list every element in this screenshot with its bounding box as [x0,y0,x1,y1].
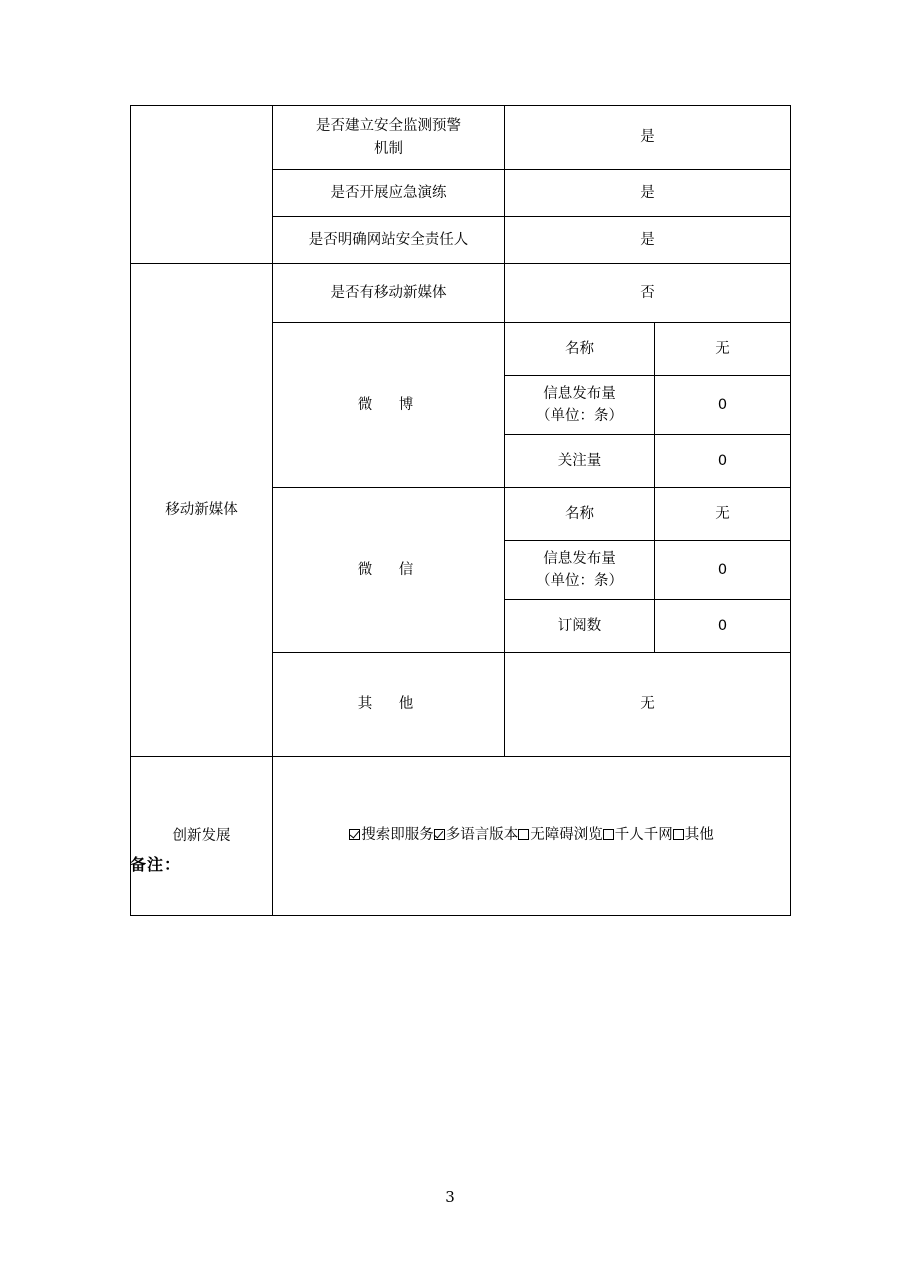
other-media-value: 无 [505,653,791,757]
mobile-media-section-label: 移动新媒体 [131,264,273,757]
security-answer-1: 是 [505,106,791,170]
weibo-item-name-2: 关注量 [505,435,655,488]
checkbox-icon[interactable] [434,829,445,840]
weixin-item-name-1: 信息发布量 （单位：条） [505,541,655,600]
checkbox-icon[interactable] [349,829,360,840]
innovation-options-cell [273,757,791,916]
other-media-label: 其 他 [273,653,505,757]
innovation-checkbox-group [279,824,784,847]
weixin-item-name-2: 订阅数 [505,600,655,653]
innovation-option-accessibility[interactable]: 无障碍浏览 [518,824,603,847]
weixin-item-name-0: 名称 [505,488,655,541]
innovation-label: 创新发展 [131,757,273,916]
table-row [131,264,791,323]
has-mobile-media-label: 是否有移动新媒体 [273,264,505,323]
remark-label: 备注： [130,855,182,874]
has-mobile-media-value: 否 [505,264,791,323]
weixin-item-value-2: 0 [655,600,791,653]
security-question-2: 是否开展应急演练 [273,170,505,217]
table-row [131,106,791,170]
weixin-item-value-0: 无 [655,488,791,541]
annual-report-table [130,105,791,916]
security-section-label [131,106,273,264]
page-number: 3 [445,1188,455,1206]
security-answer-3: 是 [505,217,791,264]
table-row [131,757,791,916]
security-answer-2: 是 [505,170,791,217]
checkbox-icon[interactable] [603,829,614,840]
weibo-label: 微 博 [273,323,505,488]
weibo-item-value-0: 无 [655,323,791,376]
weibo-item-value-2: 0 [655,435,791,488]
weibo-item-name-1: 信息发布量 （单位：条） [505,376,655,435]
checkbox-icon[interactable] [673,829,684,840]
weixin-label: 微 信 [273,488,505,653]
innovation-option-other[interactable]: 其他 [673,824,714,847]
weibo-item-name-0: 名称 [505,323,655,376]
security-question-1: 是否建立安全监测预警 机制 [273,106,505,170]
weibo-item-value-1: 0 [655,376,791,435]
innovation-option-multilingual[interactable]: 多语言版本 [434,824,519,847]
innovation-option-search-as-service[interactable]: 搜索即服务 [349,824,434,847]
checkbox-icon[interactable] [518,829,529,840]
weixin-item-value-1: 0 [655,541,791,600]
innovation-option-personalized-web[interactable]: 千人千网 [603,824,673,847]
security-question-3: 是否明确网站安全责任人 [273,217,505,264]
